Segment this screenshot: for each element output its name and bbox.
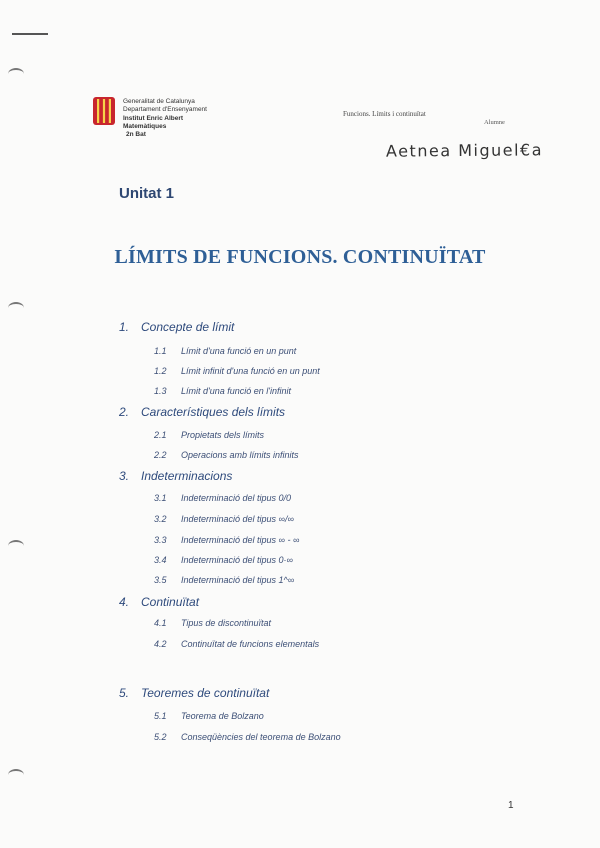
toc-item-number: 3.1 (154, 493, 167, 503)
toc-item-label: Tipus de discontinuïtat (181, 618, 271, 628)
toc-item (154, 514, 294, 524)
toc-item (154, 430, 264, 440)
toc-item-label: Indeterminació del tipus 1^∞ (181, 575, 295, 585)
toc-section-2 (119, 405, 285, 419)
toc-item-number: 3.2 (154, 514, 167, 524)
toc-item (154, 535, 299, 545)
toc-item (154, 618, 271, 628)
toc-item (154, 346, 296, 356)
toc-section-5 (119, 686, 269, 700)
institution-line: 2n Bat (126, 131, 146, 139)
toc-item-number: 3.5 (154, 575, 167, 585)
toc-section-3 (119, 469, 232, 483)
toc-item-number: 4.1 (154, 618, 167, 628)
toc-item-number: 1.2 (154, 366, 167, 376)
toc-item-label: Propietats dels límits (181, 430, 265, 440)
page-number: 1 (508, 800, 514, 811)
toc-section-number: 2. (119, 405, 130, 419)
toc-item (154, 386, 291, 396)
toc-section-4 (119, 595, 199, 609)
toc-item-number: 3.3 (154, 535, 167, 545)
toc-section-label: Característiques dels límits (141, 405, 286, 419)
student-label: Alumne (484, 119, 505, 126)
institution-line: Matemàtiques (123, 122, 167, 130)
toc-item-label: Indeterminació del tipus ∞/∞ (181, 514, 294, 524)
toc-item-label: Continuïtat de funcions elementals (181, 639, 320, 649)
toc-item-label: Operacions amb límits infinits (181, 450, 299, 460)
toc-section-number: 4. (119, 595, 130, 609)
toc-item-label: Límit infinit d'una funció en un punt (181, 366, 320, 376)
toc-item-number: 2.2 (154, 450, 167, 460)
toc-item-number: 5.2 (154, 732, 167, 742)
subject-title: Funcions. Límits i continuïtat (343, 110, 426, 118)
toc-section-label: Indeterminacions (141, 469, 233, 483)
toc-item-number: 5.1 (154, 711, 167, 721)
toc-item-number: 1.1 (154, 346, 167, 356)
toc-item-label: Indeterminació del tipus ∞ - ∞ (181, 535, 300, 545)
toc-section-number: 3. (119, 469, 130, 483)
toc-item-label: Indeterminació del tipus 0·∞ (181, 555, 293, 565)
page-title: LÍMITS DE FUNCIONS. CONTINUÏTAT (114, 246, 486, 268)
toc-item-number: 1.3 (154, 386, 167, 396)
toc-item (154, 575, 294, 585)
toc-section-number: 1. (119, 320, 130, 334)
toc-item-label: Límit d'una funció en l'infinit (181, 386, 291, 396)
toc-item (154, 366, 320, 376)
toc-item (154, 732, 341, 742)
toc-section-number: 5. (119, 686, 130, 700)
toc-item-label: Límit d'una funció en un punt (181, 346, 297, 356)
toc-section-label: Continuïtat (141, 595, 200, 609)
toc-item (154, 493, 291, 503)
toc-item-label: Indeterminació del tipus 0/0 (181, 493, 292, 503)
institution-line: Departament d'Ensenyament (123, 106, 207, 114)
toc-item (154, 555, 293, 565)
institution-line: Institut Enric Albert (123, 114, 184, 122)
toc-section-1 (119, 320, 234, 334)
toc-item-number: 4.2 (154, 639, 167, 649)
toc-item (154, 711, 264, 721)
toc-section-label: Teoremes de continuïtat (141, 686, 270, 700)
toc-item-number: 3.4 (154, 555, 167, 565)
toc-item-label: Teorema de Bolzano (181, 711, 264, 721)
student-name-handwritten: Aetnea Miguel€a (385, 140, 544, 161)
institution-line: Generalitat de Catalunya (123, 98, 195, 105)
toc-section-label: Concepte de límit (141, 320, 235, 334)
toc-item (154, 450, 299, 460)
toc-item (154, 639, 319, 649)
toc-item-number: 2.1 (154, 430, 167, 440)
toc-item-label: Conseqüències del teorema de Bolzano (181, 732, 341, 742)
unit-label: Unitat 1 (119, 185, 175, 202)
